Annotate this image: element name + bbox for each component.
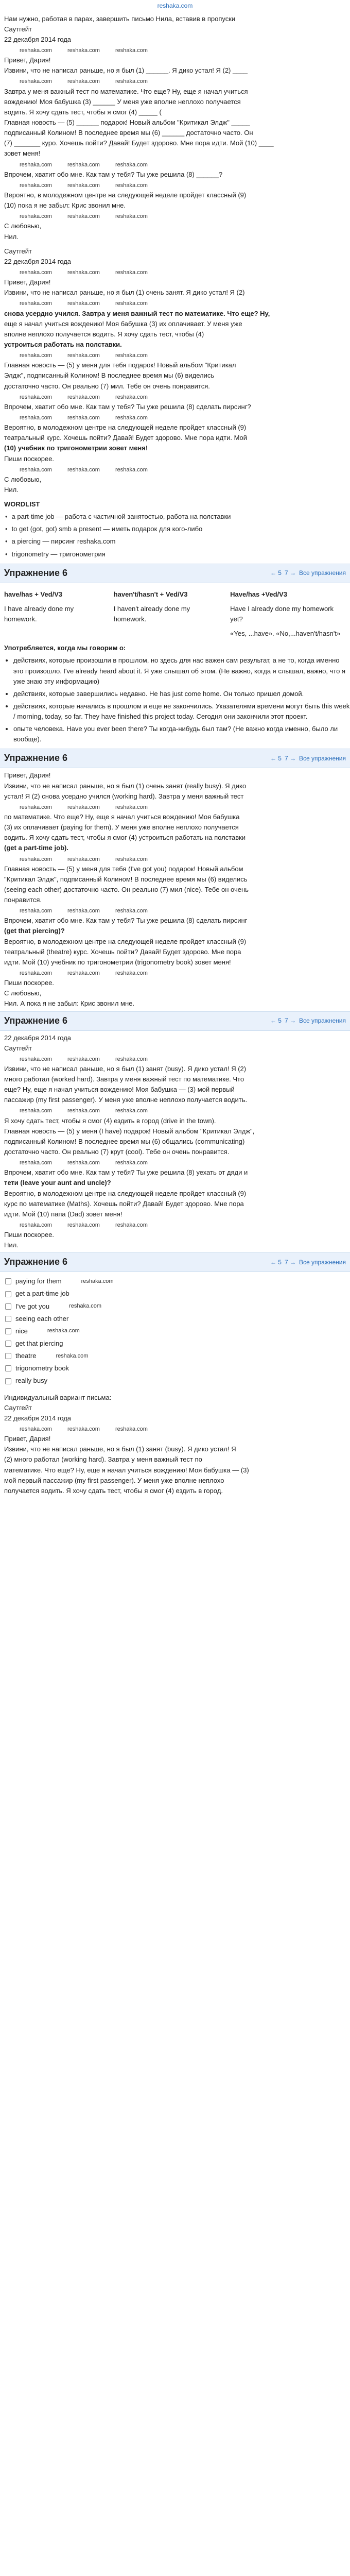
grammar-header-row bbox=[0, 587, 350, 602]
text-line: Вероятно, в молодежном центре на следующей неделе пройдет классный (9) bbox=[4, 423, 247, 432]
grammar-table bbox=[0, 587, 350, 641]
letter-task bbox=[0, 12, 350, 244]
answer-text: trigonometry book bbox=[15, 1364, 69, 1372]
text-line: снова усердно учился. Завтра у меня важный тест по математике. Что еще? Ну, bbox=[4, 309, 270, 317]
bullet-icon bbox=[5, 1378, 11, 1384]
prev-exercise-link[interactable]: ← 5 bbox=[270, 1259, 282, 1266]
text-line: Привет, Дария! bbox=[4, 278, 51, 286]
text-line: Привет, Дария! bbox=[4, 771, 51, 779]
watermark: reshaka.com reshaka.com reshaka.com bbox=[20, 47, 148, 54]
text-line: Индивидуальный вариант письма: bbox=[4, 1393, 112, 1401]
exercise-title: Упражнение 6 bbox=[4, 1015, 67, 1026]
answer-text: get a part-time job bbox=[15, 1290, 69, 1298]
text-line: театральный (theatre) курс. Хочешь пойти? Давай! Будет здорово. Мне пора bbox=[4, 947, 241, 956]
exercise-title: Упражнение 6 bbox=[4, 1257, 67, 1267]
letter-variant-3-text bbox=[0, 1393, 350, 1496]
text-line: (get that piercing)? bbox=[4, 927, 65, 935]
text-line: Впрочем, хватит обо мне. Как там у тебя? Ты уже решила (8) сделать пирсинг bbox=[4, 917, 248, 925]
next-exercise-link[interactable]: 7 → bbox=[284, 569, 296, 577]
answer-item: I've got you reshaka.com bbox=[5, 1301, 350, 1312]
grammar-cell: Have I already done my homework yet? bbox=[230, 604, 334, 623]
exercise-pager bbox=[270, 568, 346, 578]
text-line: по математике. Что еще? Ну, еще я начал учиться вождению! Моя бабушка bbox=[4, 812, 240, 821]
exercise-header bbox=[0, 749, 350, 768]
text-line: еще? Ну, еще я начал учиться вождению! Моя бабушка — (3) мой первый bbox=[4, 1086, 235, 1094]
text-line: идти. Мой (10) папа (Dad) зовет меня! bbox=[4, 1210, 122, 1218]
bullet-icon bbox=[5, 1353, 11, 1359]
watermark: reshaka.com reshaka.com reshaka.com bbox=[20, 1222, 148, 1229]
watermark: reshaka.com reshaka.com reshaka.com bbox=[20, 1426, 148, 1433]
exercise-pager bbox=[270, 754, 346, 764]
watermark: reshaka.com reshaka.com reshaka.com bbox=[20, 182, 148, 189]
text-line: (7) _______ куро. Хочешь пойти? Давай! Будет здорово. Мне пора идти. Мой (10) ____ bbox=[4, 139, 274, 147]
exercise-title: Упражнение 6 bbox=[4, 567, 67, 578]
text-line: Главная новость — (5) у меня для тебя подарок! Новый альбом "Критикал bbox=[4, 361, 236, 369]
wordlist-item: • trigonometry — тригонометрия bbox=[5, 549, 350, 560]
text-line: (3) их оплачивает (paying for them). У меня уже вполне неплохо получается bbox=[4, 823, 239, 832]
grammar-row bbox=[0, 626, 350, 641]
watermark: reshaka.com reshaka.com reshaka.com bbox=[20, 856, 148, 862]
letter-variant-1-text bbox=[0, 770, 350, 1009]
answer-text: paying for them bbox=[15, 1277, 62, 1285]
grammar-cell: «Yes, ...have». «No,...haven't/hasn't» bbox=[230, 630, 341, 638]
bullet-icon bbox=[5, 1303, 11, 1310]
bullet-icon bbox=[5, 1365, 11, 1371]
watermark: reshaka.com reshaka.com reshaka.com bbox=[20, 1108, 148, 1114]
text-line: Элдж", подписанный Колином! В последнее время мы (6) виделись bbox=[4, 371, 215, 380]
watermark: reshaka.com reshaka.com reshaka.com bbox=[20, 1160, 148, 1166]
text-line: мой первый пассажир (my first passenger). У меня уже вполне неплохо bbox=[4, 1476, 224, 1484]
text-line: Извини, что не написал раньше, но я был (1) очень занят. Я дико устал! Я (2) bbox=[4, 289, 245, 297]
text-line: пассажир (my first passenger). У меня уже вполне неплохо получается водить. bbox=[4, 1096, 248, 1104]
answer-text: theatre bbox=[15, 1352, 37, 1360]
grammar-cell bbox=[0, 626, 110, 641]
text-line: Впрочем, хватит обо мне. Как там у тебя? Ты уже решила (8) уехать от дяди и bbox=[4, 1168, 248, 1177]
bullet-icon bbox=[5, 1278, 11, 1284]
bullet-icon bbox=[5, 1328, 11, 1334]
text-line: идти. Мой (10) учебник по тригонометрии (trigonometry book) зовет меня! bbox=[4, 958, 231, 966]
text-line: Вероятно, в молодежном центре на следующей неделе пройдет классный (9) bbox=[4, 191, 247, 199]
wordlist-items bbox=[0, 512, 350, 560]
text-line: (10) пока я не забыл: Крис звонил мне. bbox=[4, 201, 126, 210]
letter-completed-text bbox=[0, 246, 350, 495]
text-line: Нил. bbox=[4, 485, 19, 494]
exercise-header bbox=[0, 1252, 350, 1272]
text-line: С любовью, bbox=[4, 989, 42, 997]
watermark: reshaka.com reshaka.com reshaka.com bbox=[20, 394, 148, 400]
grammar-intro: Употребляется, когда мы говорим о: bbox=[4, 644, 126, 652]
text-line: достаточно часто. Он реально (7) крут (cool). Тебе он очень понравится. bbox=[4, 1148, 230, 1156]
grammar-row bbox=[0, 602, 350, 626]
text-line: курс по математике (Maths). Хочешь пойти? Давай! Будет здорово. Мне пора bbox=[4, 1199, 244, 1208]
watermark: reshaka.com reshaka.com reshaka.com bbox=[20, 1056, 148, 1062]
text-line: Вероятно, в молодежном центре на следующей неделе пройдет классный (9) bbox=[4, 1189, 247, 1197]
text-line: подписанный Колином! В последнее время мы (6) общались (communicating) bbox=[4, 1137, 245, 1145]
text-line: Вероятно, в молодежном центре на следующей неделе пройдет классный (9) bbox=[4, 937, 247, 945]
text-line: получается водить. Я хочу сдать тест, чтобы я смог (4) ездить в город. bbox=[4, 1486, 223, 1495]
text-line: 22 декабря 2014 года bbox=[4, 35, 72, 43]
text-line: зовет меня! bbox=[4, 149, 41, 158]
watermark: reshaka.com reshaka.com reshaka.com bbox=[20, 414, 148, 421]
text-line: Впрочем, хватит обо мне. Как там у тебя? Ты уже решила (8) сделать пирсинг? bbox=[4, 402, 251, 411]
next-exercise-link[interactable]: 7 → bbox=[284, 1259, 296, 1266]
text-line: Нил. А пока я не забыл: Крис звонил мне. bbox=[4, 999, 135, 1008]
text-line: много работал (worked hard). Завтра у меня важный тест по математике. Что bbox=[4, 1075, 244, 1083]
letter-completed bbox=[0, 244, 350, 497]
grammar-rule: • действиях, которые произошли в прошлом, но здесь для нас важен сам результат, а не то, когда именно это произошло. I've already heard about it. Я уже слышал об этом. (Не важно, когда я слышал, важно, что я уже знаю эту информацию) bbox=[13, 655, 350, 686]
watermark: reshaka.com reshaka.com reshaka.com bbox=[20, 970, 148, 977]
exercise-title: Упражнение 6 bbox=[4, 753, 67, 764]
prev-exercise-link[interactable]: ← 5 bbox=[270, 755, 282, 762]
answer-text: really busy bbox=[15, 1377, 48, 1385]
watermark: reshaka.com reshaka.com reshaka.com bbox=[20, 78, 148, 85]
watermark: reshaka.com reshaka.com reshaka.com bbox=[20, 269, 148, 276]
site-url[interactable]: reshaka.com bbox=[157, 2, 193, 9]
watermark: reshaka.com reshaka.com reshaka.com bbox=[20, 300, 148, 307]
text-line: Пиши поскорее. bbox=[4, 454, 55, 463]
watermark: reshaka.com reshaka.com reshaka.com bbox=[20, 466, 148, 473]
bullet-icon bbox=[5, 1291, 11, 1297]
wordlist bbox=[0, 497, 350, 564]
text-line: тети (leave your aunt and uncle)? bbox=[4, 1179, 111, 1187]
text-line: Впрочем, хватит обо мне. Как там у тебя? Ты уже решила (8) ______? bbox=[4, 170, 223, 178]
text-line: Извини, что не написал раньше, но я был (1) занят (busy). Я дико устал! Я (2) bbox=[4, 1064, 247, 1073]
all-exercises-link[interactable]: Все упражнения bbox=[299, 1259, 346, 1266]
grammar-rule: • действиях, которые начались в прошлом и еще не закончились. Указателями времени могут быть this week / morning, today, so far. They have finished this project today. Сегодня они закончили этот проект. bbox=[13, 701, 350, 722]
text-line: водить. Я хочу сдать тест, чтобы я смог (4) _____ ( bbox=[4, 108, 162, 116]
text-line: Извини, что не написал раньше, но я был (1) очень занят (really busy). Я дико bbox=[4, 782, 247, 790]
answer-item: nice reshaka.com bbox=[5, 1326, 350, 1336]
text-line: Завтра у меня важный тест по математике. Что еще? Ну, еще я начал учиться bbox=[4, 87, 248, 95]
text-line: театральный курс. Хочешь пойти? Давай! Будет здорово. Мне пора идти. Мой bbox=[4, 434, 248, 442]
text-line: математике. Что еще? Ну, еще я начал учиться вождению! Моя бабушка — (3) bbox=[4, 1466, 249, 1474]
answer-item: theatre reshaka.com bbox=[5, 1351, 350, 1361]
letter-task-text bbox=[0, 14, 350, 242]
text-line: устроиться работать на полставки. bbox=[4, 340, 122, 348]
letter-variant-1 bbox=[0, 768, 350, 1011]
text-line: Нил. bbox=[4, 232, 19, 241]
grammar-rule: • действиях, которые завершились недавно. He has just come home. Он только пришел домой. bbox=[13, 689, 350, 699]
grammar-cell: I have already done my homework. bbox=[4, 604, 74, 623]
exercise-header bbox=[0, 564, 350, 583]
prev-exercise-link[interactable]: ← 5 bbox=[270, 1017, 282, 1025]
text-line: подписанный Колином! В последнее время мы (6) ______ достаточно часто. Он bbox=[4, 129, 253, 137]
text-line: Я хочу сдать тест, чтобы я смог (4) ездить в город (drive in the town). bbox=[4, 1116, 216, 1125]
bullet-icon bbox=[5, 1341, 11, 1347]
grammar-cell: I haven't already done my homework. bbox=[113, 604, 190, 623]
text-line: Извини, что не написал раньше, но я был (1) занят (busy). Я дико устал! Я bbox=[4, 1445, 236, 1453]
wordlist-item: • a piercing — пирсинг reshaka.com bbox=[5, 536, 350, 547]
letter-variant-2 bbox=[0, 1031, 350, 1253]
text-line: Главная новость — (5) ______ подарок! Новый альбом "Критикал Элдж" _____ bbox=[4, 118, 250, 126]
text-line: Нил. bbox=[4, 1241, 19, 1249]
grammar-reference bbox=[0, 583, 350, 749]
text-line: С любовью, bbox=[4, 475, 42, 483]
answer-item bbox=[5, 1338, 350, 1349]
exercise-header bbox=[0, 1011, 350, 1031]
grammar-cell bbox=[110, 626, 226, 641]
text-line: понравится. bbox=[4, 896, 42, 904]
text-line: устал! Я (2) снова усердно учился (working hard). Завтра у меня важный тест bbox=[4, 792, 244, 800]
all-exercises-link[interactable]: Все упражнения bbox=[299, 1017, 346, 1025]
text-line: Нам нужно, работая в парах, завершить письмо Нила, вставив в пропуски bbox=[4, 14, 236, 23]
text-line: (10) учебник по тригонометрии зовет меня! bbox=[4, 444, 148, 452]
grammar-header-cell: haven't/hasn't + Ved/V3 bbox=[113, 590, 188, 598]
text-line: еще я начал учиться вождению! Моя бабушка (3) их оплачивает. У меня уже bbox=[4, 319, 242, 328]
text-line: водить. Я хочу сдать тест, чтобы я смог (4) устроиться работать на полставки bbox=[4, 834, 246, 842]
exercise-pager bbox=[270, 1258, 346, 1267]
text-line: С любовью, bbox=[4, 222, 42, 230]
watermark: reshaka.com reshaka.com reshaka.com bbox=[20, 213, 148, 220]
grammar-header-cell: have/has + Ved/V3 bbox=[4, 590, 63, 598]
text-line: Главная новость — (5) у меня для тебя (I've got you) подарок! Новый альбом bbox=[4, 865, 243, 873]
letter-variant-3 bbox=[0, 1391, 350, 1498]
text-line: Саутгейт bbox=[4, 1044, 32, 1052]
next-exercise-link[interactable]: 7 → bbox=[284, 755, 296, 762]
text-line: Пиши поскорее. bbox=[4, 979, 55, 987]
text-line: Привет, Дария! bbox=[4, 1435, 51, 1443]
watermark: reshaka.com reshaka.com reshaka.com bbox=[20, 161, 148, 168]
text-line: Саутгейт bbox=[4, 1403, 32, 1412]
grammar-header-cell: Have/has +Ved/V3 bbox=[230, 590, 288, 598]
text-line: достаточно часто. Он реально (7) мил. Тебе он очень понравится. bbox=[4, 382, 210, 390]
answer-item bbox=[5, 1376, 350, 1386]
prev-exercise-link[interactable]: ← 5 bbox=[270, 569, 282, 577]
wordlist-title: WORDLIST bbox=[4, 500, 40, 509]
watermark: reshaka.com reshaka.com reshaka.com bbox=[20, 804, 148, 810]
text-line: Извини, что не написал раньше, но я был (1) ______. Я дико устал! Я (2) ____ bbox=[4, 66, 248, 75]
grammar-rules bbox=[0, 655, 350, 744]
exercise-pager bbox=[270, 1016, 346, 1026]
watermark: reshaka.com reshaka.com reshaka.com bbox=[20, 908, 148, 914]
bullet-icon bbox=[5, 1316, 11, 1322]
text-line: (2) много работал (working hard). Завтра у меня важный тест по bbox=[4, 1455, 202, 1464]
answer-item bbox=[5, 1314, 350, 1324]
letter-variant-2-text bbox=[0, 1033, 350, 1251]
wordlist-item: • a part-time job — работа с частичной занятостью, работа на полставки bbox=[5, 512, 350, 522]
text-line: 22 декабря 2014 года bbox=[4, 1414, 72, 1422]
answer-list bbox=[0, 1276, 350, 1386]
answer-text: nice bbox=[15, 1327, 28, 1335]
wordlist-item: • to get (got, got) smb a present — иметь подарок для кого-либо bbox=[5, 524, 350, 534]
answers-section bbox=[0, 1272, 350, 1390]
text-line: Саутгейт bbox=[4, 25, 32, 33]
text-line: вполне неплохо получается водить. Я хочу сдать тест, чтобы (4) bbox=[4, 330, 204, 338]
text-line: 22 декабря 2014 года bbox=[4, 257, 72, 265]
text-line: 22 декабря 2014 года bbox=[4, 1033, 72, 1042]
text-line: Саутгейт bbox=[4, 247, 32, 255]
grammar-rule: • опыте человека. Have you ever been there? Ты когда-нибудь был там? (Не важно когда именно, было ли вообще). bbox=[13, 724, 350, 744]
text-line: (seeing each other) достаточно часто. Он реально (7) мил (nice). Тебе он очень bbox=[4, 885, 249, 893]
text-line: Привет, Дария! bbox=[4, 56, 51, 64]
text-line: "Критикал Элдж", подписанный Колином! В последнее время мы (6) виделись bbox=[4, 875, 248, 883]
answer-text: I've got you bbox=[15, 1302, 50, 1310]
all-exercises-link[interactable]: Все упражнения bbox=[299, 755, 346, 762]
answer-item: paying for them reshaka.com bbox=[5, 1276, 350, 1286]
watermark: reshaka.com reshaka.com reshaka.com bbox=[20, 352, 148, 359]
text-line: (get a part-time job). bbox=[4, 844, 68, 852]
answer-text: get that piercing bbox=[15, 1340, 63, 1348]
text-line: Главная новость — (5) у меня (I have) подарок! Новый альбом "Критикал Элдж", bbox=[4, 1127, 255, 1135]
next-exercise-link[interactable]: 7 → bbox=[284, 1017, 296, 1025]
answer-text: seeing each other bbox=[15, 1314, 69, 1323]
text-line: вождению! Моя бабушка (3) ______ У меня уже вполне неплохо получается bbox=[4, 97, 241, 106]
all-exercises-link[interactable]: Все упражнения bbox=[299, 569, 346, 577]
text-line: Пиши поскорее. bbox=[4, 1231, 55, 1239]
answer-item bbox=[5, 1363, 350, 1374]
answer-item bbox=[5, 1289, 350, 1299]
